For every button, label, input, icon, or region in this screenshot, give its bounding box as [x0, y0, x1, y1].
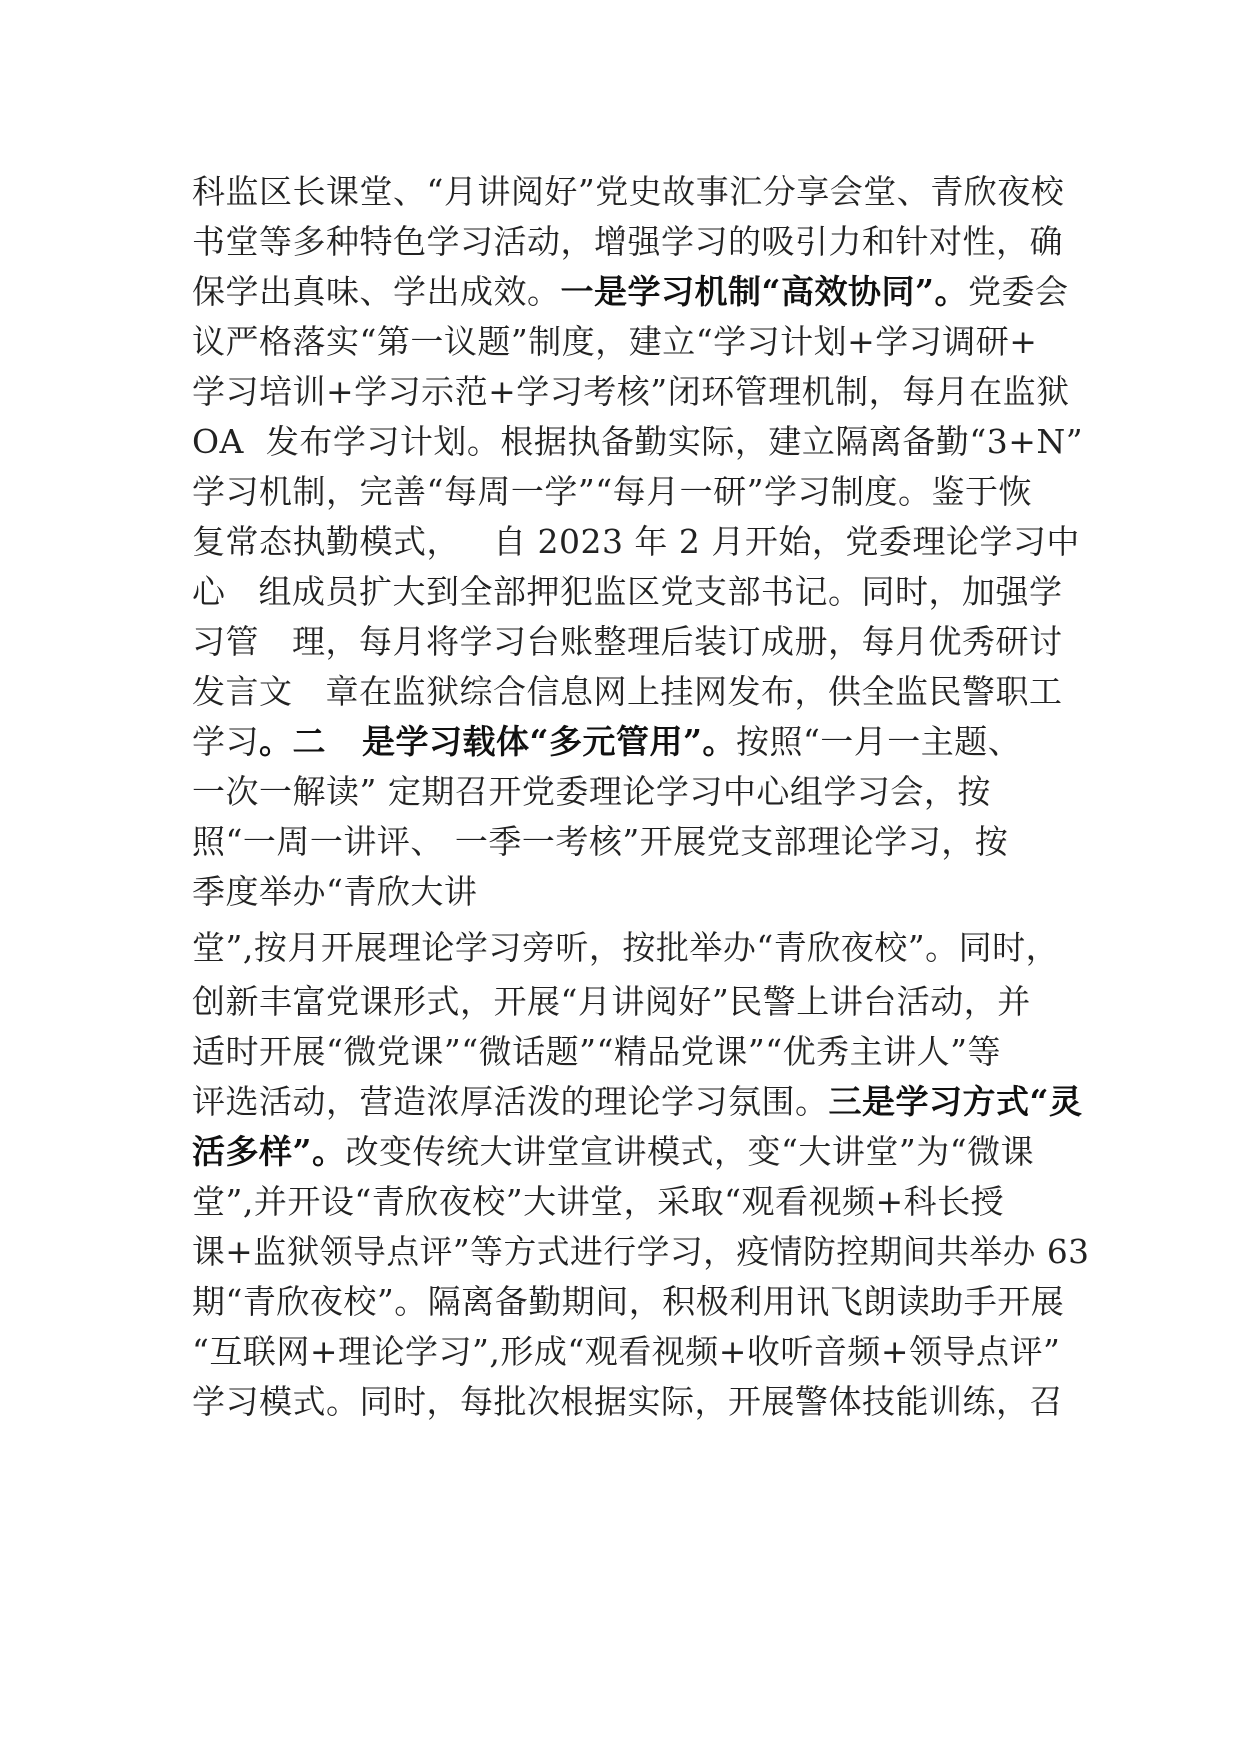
text-line	[192, 922, 1059, 974]
text-run: 一次一解读” 定期召开党委理论学习中心组学习会，按	[192, 772, 991, 811]
text-run: 书堂等多种特色学习活动，增强学习的吸引力和针对性，确	[192, 222, 1063, 261]
text-run: 评选活动，营造浓厚活泼的理论学习氛围。	[192, 1082, 829, 1121]
text-line	[192, 976, 1031, 1028]
text-line	[192, 1326, 1060, 1378]
text-run: 课+监狱领导点评”等方式进行学习，疫情防控期间共举办 63	[192, 1232, 1090, 1271]
text-run: 议严格落实“第一议题”制度，建立“学习计划+学习调研+	[192, 322, 1038, 361]
bold-heading-run: 活多样”。	[192, 1132, 346, 1171]
text-line	[192, 1376, 1063, 1428]
text-run: 习管 理，每月将学习台账整理后装订成册，每月优秀研讨	[192, 622, 1063, 661]
text-run: 发言文 章在监狱综合信息网上挂网发布，供全监民警职工	[192, 672, 1063, 711]
bold-heading-run: 三是学习方式“灵	[828, 1082, 1083, 1121]
text-run: 堂”,按月开展理论学习旁听，按批举办“青欣夜校”。同时，	[192, 928, 1060, 967]
text-line	[192, 366, 1070, 418]
text-run: 适时开展“微党课”“微话题”“精品党课”“优秀主讲人”等	[192, 1032, 1001, 1071]
bold-heading-run: 。二 是学习载体“多元管用”。	[259, 722, 736, 761]
text-line	[192, 316, 1037, 368]
text-run: 改变传统大讲堂宣讲模式，变“大讲堂”为“微课	[345, 1132, 1035, 1171]
text-line	[192, 1026, 1001, 1078]
text-line	[192, 816, 1008, 868]
bold-heading-run: 一是学习机制“高效协同”。	[560, 272, 968, 311]
text-run: 按照“一月一主题、	[735, 722, 1022, 761]
text-line	[192, 266, 1068, 318]
text-run: 学习培训+学习示范+学习考核”闭环管理机制，每月在监狱	[192, 372, 1070, 411]
text-line	[192, 466, 1032, 518]
text-line	[192, 416, 1083, 468]
text-line	[192, 866, 477, 918]
text-line	[192, 516, 1080, 568]
text-line	[192, 666, 1062, 718]
text-line	[192, 166, 1064, 218]
text-run: 期“青欣夜校”。隔离备勤期间，积极利用讯飞朗读助手开展	[192, 1282, 1065, 1321]
text-run: 季度举办“青欣大讲	[192, 872, 478, 911]
text-run: 创新丰富党课形式，开展“月讲阅好”民警上讲台活动，并	[192, 982, 1031, 1021]
text-run: 学习	[192, 722, 259, 761]
text-line	[192, 716, 1021, 768]
text-run: 学习模式。同时，每批次根据实际，开展警体技能训练，召	[192, 1382, 1063, 1421]
text-line	[192, 566, 1062, 618]
text-line	[192, 766, 991, 818]
text-run: 堂”,并开设“青欣夜校”大讲堂，采取“观看视频+科长授	[192, 1182, 1005, 1221]
text-run: 学习机制，完善“每周一学”“每月一研”学习制度。鉴于恢	[192, 472, 1032, 511]
text-line	[192, 616, 1062, 668]
text-run: 复常态执勤模式， 自 2023 年 2 月开始，党委理论学习中	[192, 522, 1080, 561]
text-run: OA 发布学习计划。根据执备勤实际，建立隔离备勤“3+N”	[192, 422, 1084, 461]
text-run: 保学出真味、学出成效。	[192, 272, 561, 311]
text-run: 党委会	[967, 272, 1069, 311]
text-line	[192, 1126, 1034, 1178]
text-run: “互联网+理论学习”,形成“观看视频+收听音频+领导点评”	[192, 1332, 1061, 1371]
text-line	[192, 216, 1063, 268]
text-line	[192, 1076, 1082, 1128]
text-run: 科监区长课堂、“月讲阅好”党史故事汇分享会堂、青欣夜校	[192, 172, 1065, 211]
text-run: 心 组成员扩大到全部押犯监区党支部书记。同时，加强学	[192, 572, 1063, 611]
text-line	[192, 1276, 1064, 1328]
text-line	[192, 1226, 1090, 1278]
text-line	[192, 1176, 1004, 1228]
text-run: 照“一周一讲评、 一季一考核”开展党支部理论学习，按	[192, 822, 1009, 861]
